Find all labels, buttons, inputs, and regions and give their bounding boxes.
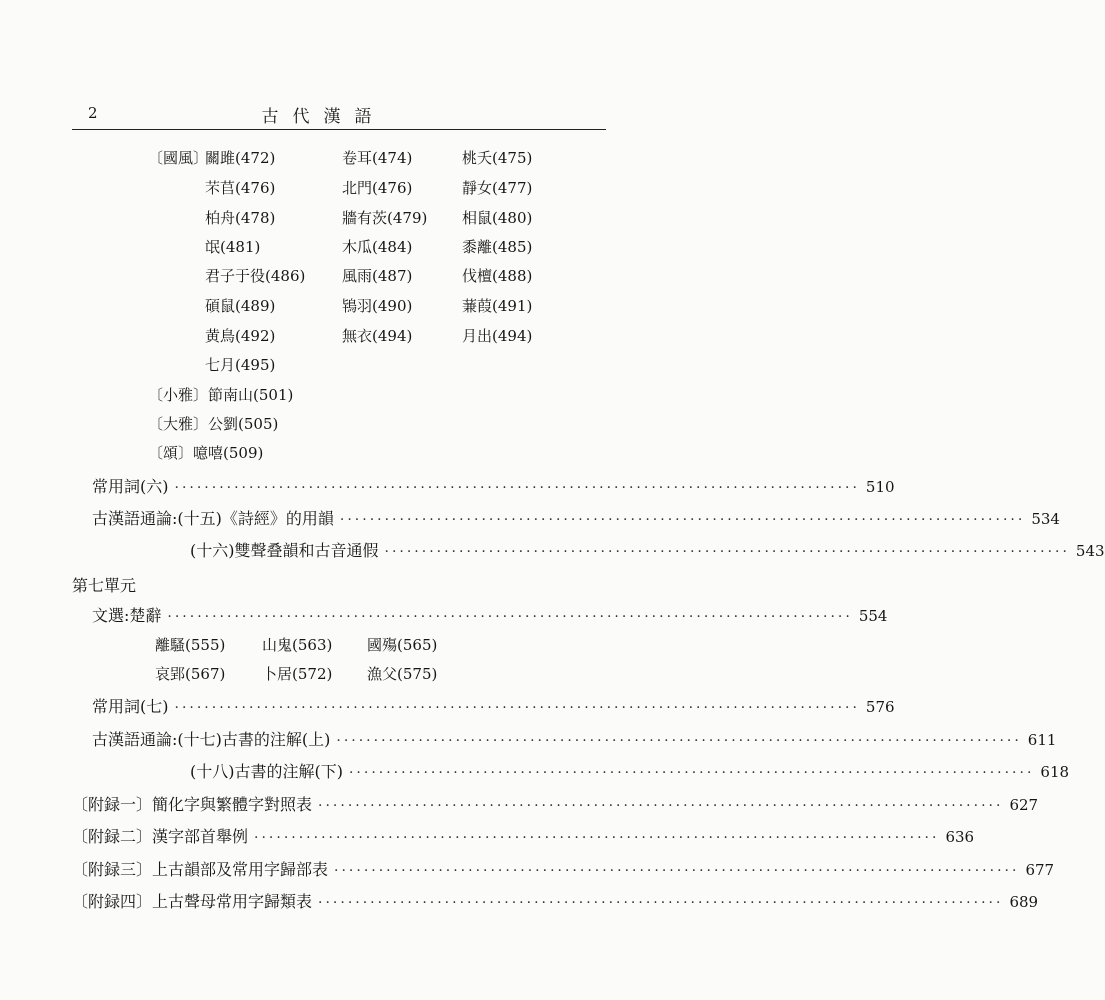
toc-leader: ····························································································: [318, 895, 1004, 911]
poem-entry: 蒹葭(491): [462, 297, 533, 315]
toc-entry: [92, 694, 895, 717]
appendix-entry: [72, 824, 975, 847]
poem-entry: 牆有茨(479): [342, 209, 428, 227]
appendix-entry: [72, 857, 1055, 880]
chuci-entry: 卜居(572): [262, 665, 333, 683]
toc-page: 576: [865, 698, 895, 716]
poem-entry: 氓(481): [205, 238, 261, 256]
poem-entry: 卷耳(474): [342, 149, 413, 167]
chuci-entry: 山鬼(563): [262, 636, 333, 654]
toc-page: 618: [1040, 763, 1070, 781]
daya-entry: 〔大雅〕公劉(505): [148, 415, 279, 433]
toc-leader: ····························································································: [348, 765, 1035, 781]
header-rule: [72, 129, 606, 130]
poem-entry: 關雎(472): [205, 149, 276, 167]
poem-entry: 北門(476): [342, 179, 413, 197]
unit-heading: 第七單元: [72, 576, 137, 595]
toc-label: 〔附録一〕簡化字與繁體字對照表: [72, 795, 313, 814]
guofeng-label: 〔國風〕: [148, 149, 209, 167]
poem-entry: 靜女(477): [462, 179, 533, 197]
toc-label: 〔附録四〕上古聲母常用字歸類表: [72, 892, 313, 911]
toc-label: 〔附録三〕上古韻部及常用字歸部表: [72, 860, 329, 879]
poem-entry: 黍離(485): [462, 238, 533, 256]
toc-label: 文選:楚辭: [92, 606, 162, 625]
toc-leader: ····························································································: [336, 733, 1022, 749]
toc-page: 677: [1025, 861, 1055, 879]
poem-entry: 風雨(487): [342, 267, 413, 285]
toc-page: 510: [865, 478, 895, 496]
toc-leader: ····························································································: [384, 544, 1070, 560]
toc-page: 636: [945, 828, 975, 846]
poem-entry: 桃夭(475): [462, 149, 533, 167]
appendix-entry: [72, 889, 1039, 912]
toc-entry: [92, 603, 888, 626]
toc-page: 543: [1075, 542, 1105, 560]
toc-page: 534: [1031, 510, 1060, 528]
poem-entry: 柏舟(478): [205, 209, 276, 227]
chuci-entry: 國殤(565): [367, 636, 438, 654]
toc-label: 〔附録二〕漢字部首舉例: [72, 827, 249, 846]
chuci-entry: 離騷(555): [155, 636, 226, 654]
toc-page: 611: [1027, 731, 1057, 749]
toc-label: (十八)古書的注解(下): [190, 762, 343, 781]
appendix-entry: [72, 792, 1039, 815]
toc-label: 古漢語通論:(十七)古書的注解(上): [92, 730, 331, 749]
toc-label: 古漢語通論:(十五)《詩經》的用韻: [92, 509, 334, 528]
toc-label: 常用詞(六): [92, 477, 169, 496]
toc-page: 627: [1009, 796, 1039, 814]
page-number: 2: [88, 104, 98, 122]
poem-entry: 碩鼠(489): [205, 297, 276, 315]
toc-leader: ····························································································: [318, 798, 1004, 814]
poem-entry: 相鼠(480): [462, 209, 533, 227]
chuci-entry: 漁父(575): [367, 665, 438, 683]
toc-leader: ····························································································: [339, 512, 1026, 528]
poem-entry: 月出(494): [462, 327, 533, 345]
poem-entry: 鴇羽(490): [342, 297, 413, 315]
toc-page: 689: [1009, 893, 1039, 911]
toc-leader: ····························································································: [254, 830, 940, 846]
toc-page: 554: [858, 607, 888, 625]
toc-entry: [92, 506, 1060, 529]
toc-leader: ····························································································: [334, 863, 1020, 879]
toc-label: (十六)雙聲叠韻和古音通假: [190, 541, 379, 560]
toc-leader: ····························································································: [174, 480, 860, 496]
poem-entry: 七月(495): [205, 356, 276, 374]
toc-entry: [190, 759, 1070, 782]
poem-entry: 無衣(494): [342, 327, 413, 345]
song-entry: 〔頌〕噫嘻(509): [148, 444, 264, 462]
toc-entry: [92, 474, 895, 497]
poem-entry: 木瓜(484): [342, 238, 413, 256]
toc-entry: [190, 538, 1105, 561]
toc-leader: ····························································································: [174, 700, 860, 716]
toc-entry: [92, 727, 1057, 750]
xiaoya-entry: 〔小雅〕節南山(501): [148, 386, 294, 404]
poem-entry: 伐檀(488): [462, 267, 533, 285]
running-title: 古代漢語: [261, 107, 386, 127]
poem-entry: 芣苢(476): [205, 179, 276, 197]
chuci-entry: 哀郢(567): [155, 665, 226, 683]
toc-leader: ····························································································: [167, 609, 853, 625]
poem-entry: 黄鳥(492): [205, 327, 276, 345]
poem-entry: 君子于役(486): [205, 267, 306, 285]
toc-label: 常用詞(七): [92, 697, 169, 716]
